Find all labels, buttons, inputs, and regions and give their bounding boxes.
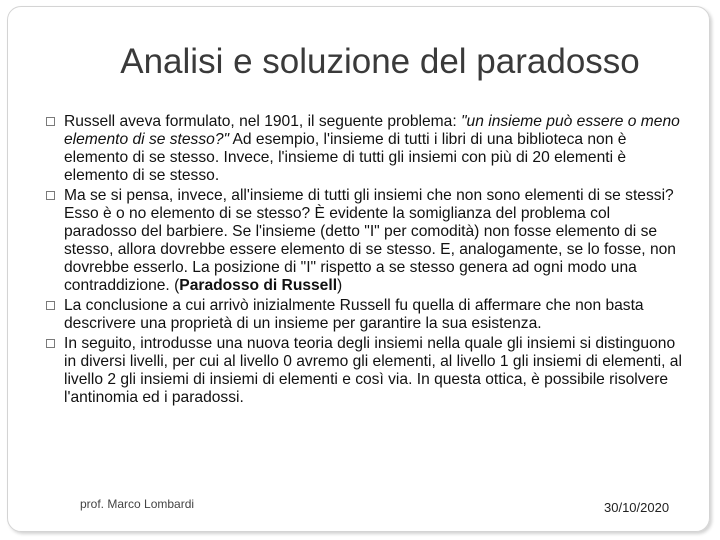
- footer-date: 30/10/2020: [604, 500, 670, 515]
- footer-author: prof. Marco Lombardi: [80, 497, 195, 511]
- bullet-2-text: Ma se si pensa, invece, all'insieme di tutti gli insiemi che non sono elementi di se stessi? Esso è o no elemento di se stesso? È evidente la somiglianza del problema col paradosso del barbiere. Se l'insieme (detto "I" per comodità) non fosse elemento di se stesso, allora dovrebbe essere elemento di se stesso. E, analogamente, se lo fosse, non dovrebbe esserlo. La posizione di "I" rispetto a se stesso genera ad ogni modo una contraddizione. (: [64, 187, 676, 294]
- bullet-item-3: [44, 297, 684, 333]
- square-bullet-icon: [46, 117, 55, 126]
- bullet-1-text: Russell aveva formulato, nel 1901, il seguente problema:: [64, 113, 462, 130]
- bullet-2-text-cont: ): [337, 277, 343, 294]
- bullet-item-1: [44, 113, 684, 185]
- bullet-list: [44, 113, 684, 409]
- square-bullet-icon: [46, 339, 55, 348]
- bullet-1-italic-question: "un insieme può essere o meno elemento di se stesso?": [64, 113, 680, 148]
- bullet-item-2: [44, 187, 684, 295]
- bullet-3-text: La conclusione a cui arrivò inizialmente Russell fu quella di affermare che non basta descrivere una proprietà di un insieme per garantire la sua esistenza.: [64, 297, 644, 332]
- bullet-1-text-cont: Ad esempio, l'insieme di tutti i libri di una biblioteca non è elemento di se stesso. Invece, l'insieme di tutti gli insiemi con più di 20 elementi è elemento di se stesso.: [64, 131, 627, 184]
- square-bullet-icon: [46, 191, 55, 200]
- bullet-2-bold-term: Paradosso di Russell: [179, 277, 338, 294]
- bullet-item-4: [44, 335, 684, 407]
- bullet-4-text: In seguito, introdusse una nuova teoria degli insiemi nella quale gli insiemi si distinguono in diversi livelli, per cui al livello 0 avremo gli elementi, al livello 1 gli insiemi di elementi, al livello 2 gli insiemi di insiemi di elementi e così via. In questa ottica, è possibile risolvere l'antinomia ed i paradossi.: [64, 335, 682, 406]
- slide-title: Analisi e soluzione del paradosso: [120, 42, 640, 81]
- square-bullet-icon: [46, 301, 55, 310]
